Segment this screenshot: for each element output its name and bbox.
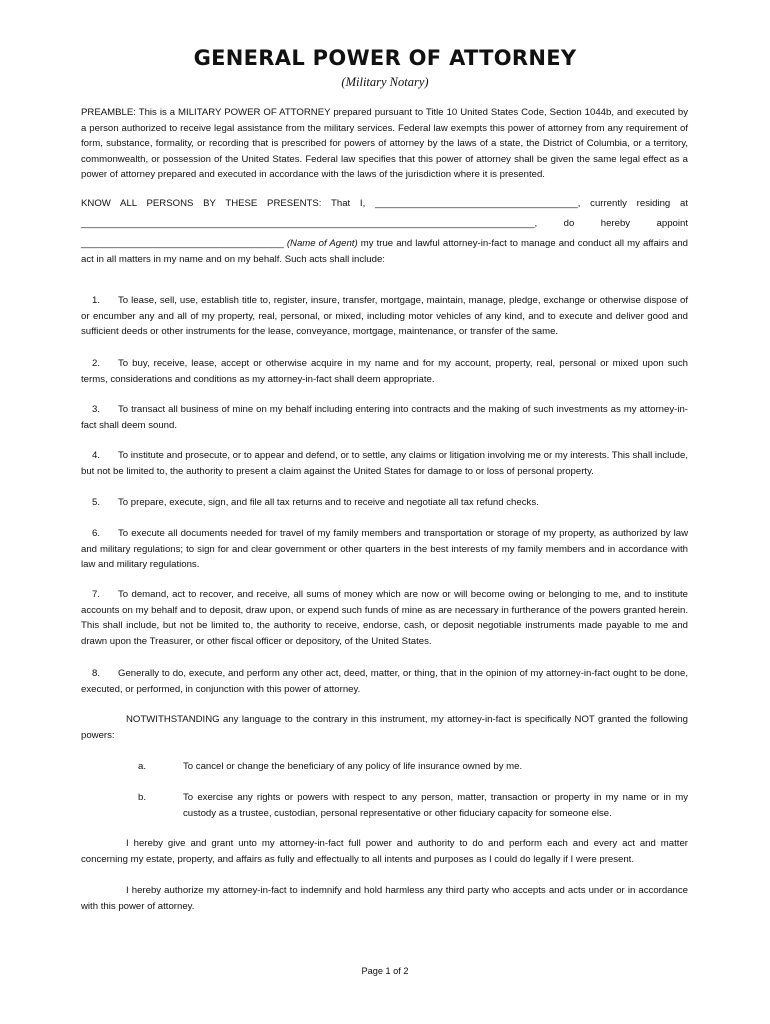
- exclusion-text: To cancel or change the beneficiary of any policy of life insurance owned by me.: [183, 761, 523, 772]
- power-item: [81, 587, 688, 649]
- preamble-paragraph: PREAMBLE: This is a MILITARY POWER OF ATTORNEY prepared pursuant to Title 10 United States Code, Section 1044b, and executed by a person authorized to receive legal assistance from the military services. Federal law exempts this power of attorney from any requirement of form, substance, formality, or recording that is prescribed for powers of attorney by the laws of a state, the District of Columbia, or a territory, commonwealth, or possession of the United States. Federal law specifies that this power of attorney shall be given the same legal effect as a power of attorney prepared and executed in accordance with the laws of the jurisdiction where it is presented.: [81, 107, 688, 181]
- page-number: Page 1 of 2: [361, 966, 409, 976]
- exclusion-letter: a.: [138, 761, 147, 772]
- power-item-text: To lease, sell, use, establish title to, register, insure, transfer, mortgage, maintain, manage, pledge, exchange or otherwise dispose of or encumber any and all of my property, real, personal, or mixed, including motor vehicles of any kind, and to execute and deliver good and sufficient deeds or other instruments for the lease, conveyance, mortgage, maintenance, or transfer of the same.: [81, 295, 688, 338]
- notwithstanding-text: NOTWITHSTANDING any language to the contrary in this instrument, my attorney-in-fact is specifically NOT granted the following powers:: [81, 714, 688, 741]
- notwithstanding-paragraph: [81, 712, 688, 743]
- agent-name-label: (Name of Agent): [286, 238, 358, 249]
- power-item-number: 3.: [92, 404, 101, 415]
- power-item: [81, 448, 688, 479]
- power-item-number: 4.: [92, 450, 101, 461]
- agent-appointment-paragraph: [81, 236, 688, 267]
- power-item-number: 7.: [92, 589, 101, 600]
- power-item: [81, 356, 688, 387]
- power-item-text: To execute all documents needed for travel of my family members and transportation or storage of my property, as authorized by law and military regulations; to sign for and clear government or other quarters in the best interests of my family members and in accordance with law and military regulations.: [81, 528, 688, 571]
- power-item: [81, 526, 688, 573]
- document-title: GENERAL POWER OF ATTORNEY: [193, 46, 577, 70]
- indemnify-text: I hereby authorize my attorney-in-fact to indemnify and hold harmless any third party who accepts and acts under or in accordance with this power of attorney.: [81, 885, 688, 912]
- power-item: [81, 495, 688, 511]
- document-subtitle: (Military Notary): [341, 75, 429, 89]
- power-item-text: To prepare, execute, sign, and file all tax returns and to receive and negotiate all tax refund checks.: [118, 497, 539, 508]
- power-item-number: 8.: [92, 668, 101, 679]
- indemnify-paragraph: [81, 883, 688, 914]
- exclusion-letter: b.: [138, 792, 147, 803]
- power-item: [81, 293, 688, 340]
- grant-paragraph: [81, 836, 688, 867]
- grant-text: I hereby give and grant unto my attorney-in-fact full power and authority to do and perform each and every act and matter concerning my estate, property, and affairs as fully and effectually to all intents and purposes as I could do legally if I were present.: [81, 838, 688, 865]
- power-item-text: To demand, act to recover, and receive, all sums of money which are now or will become owing or belonging to me, and to institute accounts on my behalf and to deposit, draw upon, or expend such funds of mine as are necessary in furtherance of the powers granted herein. This shall include, but not be limited to, the authority to receive, endorse, cash, or deposit negotiable instruments made payable to me and drawn upon the Treasurer, or other fiscal officer or depository, of the United States.: [81, 589, 688, 647]
- power-item-number: 2.: [92, 358, 101, 369]
- exclusion-text: To exercise any rights or powers with respect to any person, matter, transaction or property in my name or in my custody as a trustee, custodian, personal representative or other fiduciary capacity for someone else.: [183, 792, 688, 819]
- power-item-number: 6.: [92, 528, 101, 539]
- power-item-text: To transact all business of mine on my behalf including entering into contracts and the making of such investments as my attorney-in-fact shall deem sound.: [81, 404, 688, 431]
- power-item-number: 1.: [92, 295, 101, 306]
- power-item-text: To institute and prosecute, or to appear and defend, or to settle, any claims or litigation involving me or my interests. This shall include, but not be limited to, the authority to present a claim against the United States for damage to or loss of personal property.: [81, 450, 688, 477]
- power-item-number: 5.: [92, 497, 101, 508]
- agent-appointment-text: my true and lawful attorney-in-fact to manage and conduct all my affairs and act in all matters in my name and on my behalf. Such acts shall include:: [81, 238, 689, 265]
- address-line: _____________________________________________________________________________________, do hereby appoint: [81, 218, 688, 229]
- power-item: [81, 402, 688, 433]
- power-item-text: To buy, receive, lease, accept or otherwise acquire in my name and for my account, property, real, personal or mixed upon such terms, considerations and conditions as my attorney-in-fact shall deem appropriate.: [81, 358, 688, 385]
- agent-name-blank: ______________________________________: [81, 238, 287, 249]
- power-item: [81, 666, 688, 697]
- power-item-text: Generally to do, execute, and perform any other act, deed, matter, or thing, that in the opinion of my attorney-in-fact ought to be done, executed, or performed, in conjunction with this power of attorney.: [81, 668, 688, 695]
- know-all-persons-line: KNOW ALL PERSONS BY THESE PRESENTS: That I, ______________________________________, currently residing at: [81, 198, 688, 209]
